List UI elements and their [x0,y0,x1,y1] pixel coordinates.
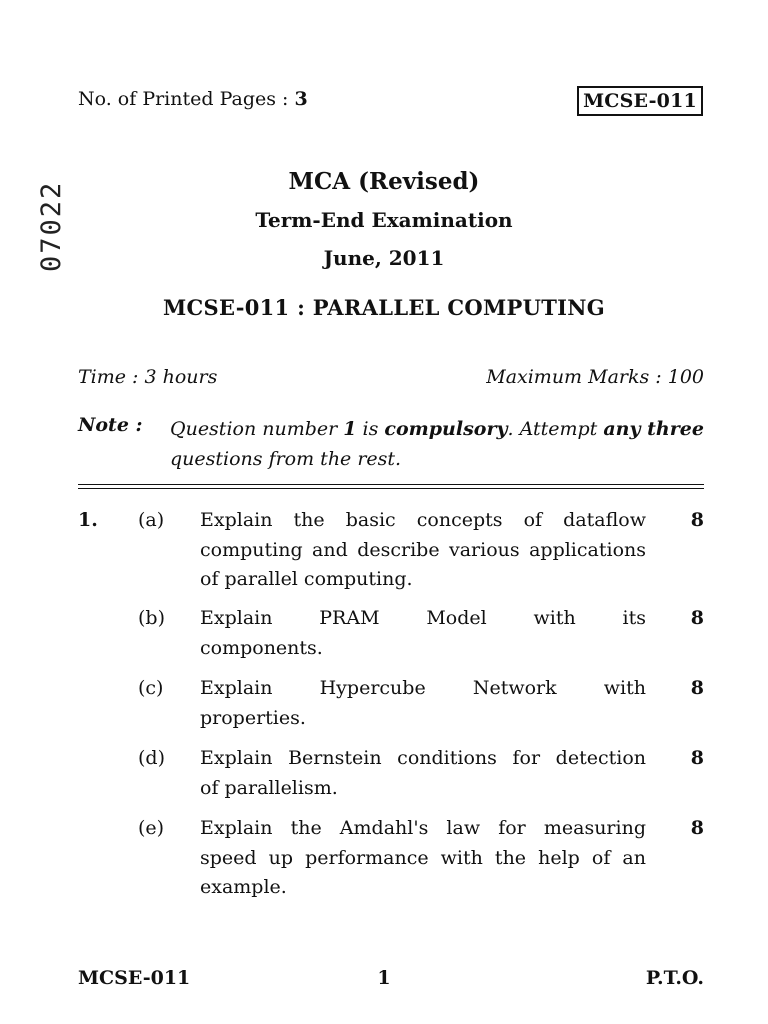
part-marks: 8 [690,677,704,699]
maximum-marks: Maximum Marks : 100 [486,366,704,388]
part-text-line: components. [200,636,323,659]
note-text-part: Question number [170,418,344,440]
part-label: (c) [138,677,164,699]
course-code-box: MCSE-011 [577,86,703,116]
note-text-part: . Attempt [507,418,604,440]
subject-title: MCSE-011 : PARALLEL COMPUTING [163,295,605,320]
note-text [170,414,704,474]
page-number: 1 [377,967,391,989]
part-label: (d) [138,747,165,769]
exam-type: Term-End Examination [255,208,513,232]
question-part-d [78,744,704,804]
note-label: Note : [78,414,143,436]
note-text-part: is [356,418,385,440]
note-compulsory: compulsory [384,418,508,440]
part-text-line: properties. [200,706,306,729]
divider-bottom [78,488,704,489]
part-text-line: applications of parallel computing. [200,538,646,590]
part-text [200,674,646,733]
printed-pages-label [78,88,308,110]
part-text-line: Explain the basic concepts of dataflow computing and describe various [200,509,646,561]
printed-pages-value: 3 [294,88,308,110]
divider-top [78,484,704,485]
part-marks: 8 [690,747,704,769]
part-text [200,814,646,903]
printed-pages-text: No. of Printed Pages : [78,88,295,110]
part-text-line: Explain Bernstein conditions for detection [200,747,646,769]
question-part-b [78,604,704,664]
question-part-a [78,506,704,596]
part-text-line: example. [200,876,287,898]
pto-label: P.T.O. [645,967,704,989]
exam-meta-row [78,366,704,388]
part-text [200,506,646,595]
part-text-line: Explain the Amdahl's law for measuring speed up performance with the help of an [200,817,646,869]
time-allowed: Time : 3 hours [78,366,218,388]
note-text-part: questions from the rest. [170,448,402,470]
question-part-c [78,674,704,734]
question-number: 1. [78,509,98,531]
part-text [200,604,646,663]
note-question-number: 1 [343,418,357,440]
part-text-line: Explain Hypercube Network with [200,677,646,699]
part-label: (a) [138,509,165,531]
part-marks: 8 [690,817,704,839]
part-text-line: of parallelism. [200,776,338,799]
question-part-e [78,814,704,904]
part-marks: 8 [690,509,704,531]
part-text [200,744,646,803]
footer-course-code: MCSE-011 [78,967,191,989]
serial-number-text: 07022 [36,180,67,272]
part-text-line: Explain PRAM Model with its [200,607,646,629]
part-label: (e) [138,817,165,839]
exam-session: June, 2011 [323,246,445,270]
part-marks: 8 [690,607,704,629]
note-any-three: any three [603,418,704,440]
part-label: (b) [138,607,165,629]
programme-title: MCA (Revised) [288,168,480,195]
